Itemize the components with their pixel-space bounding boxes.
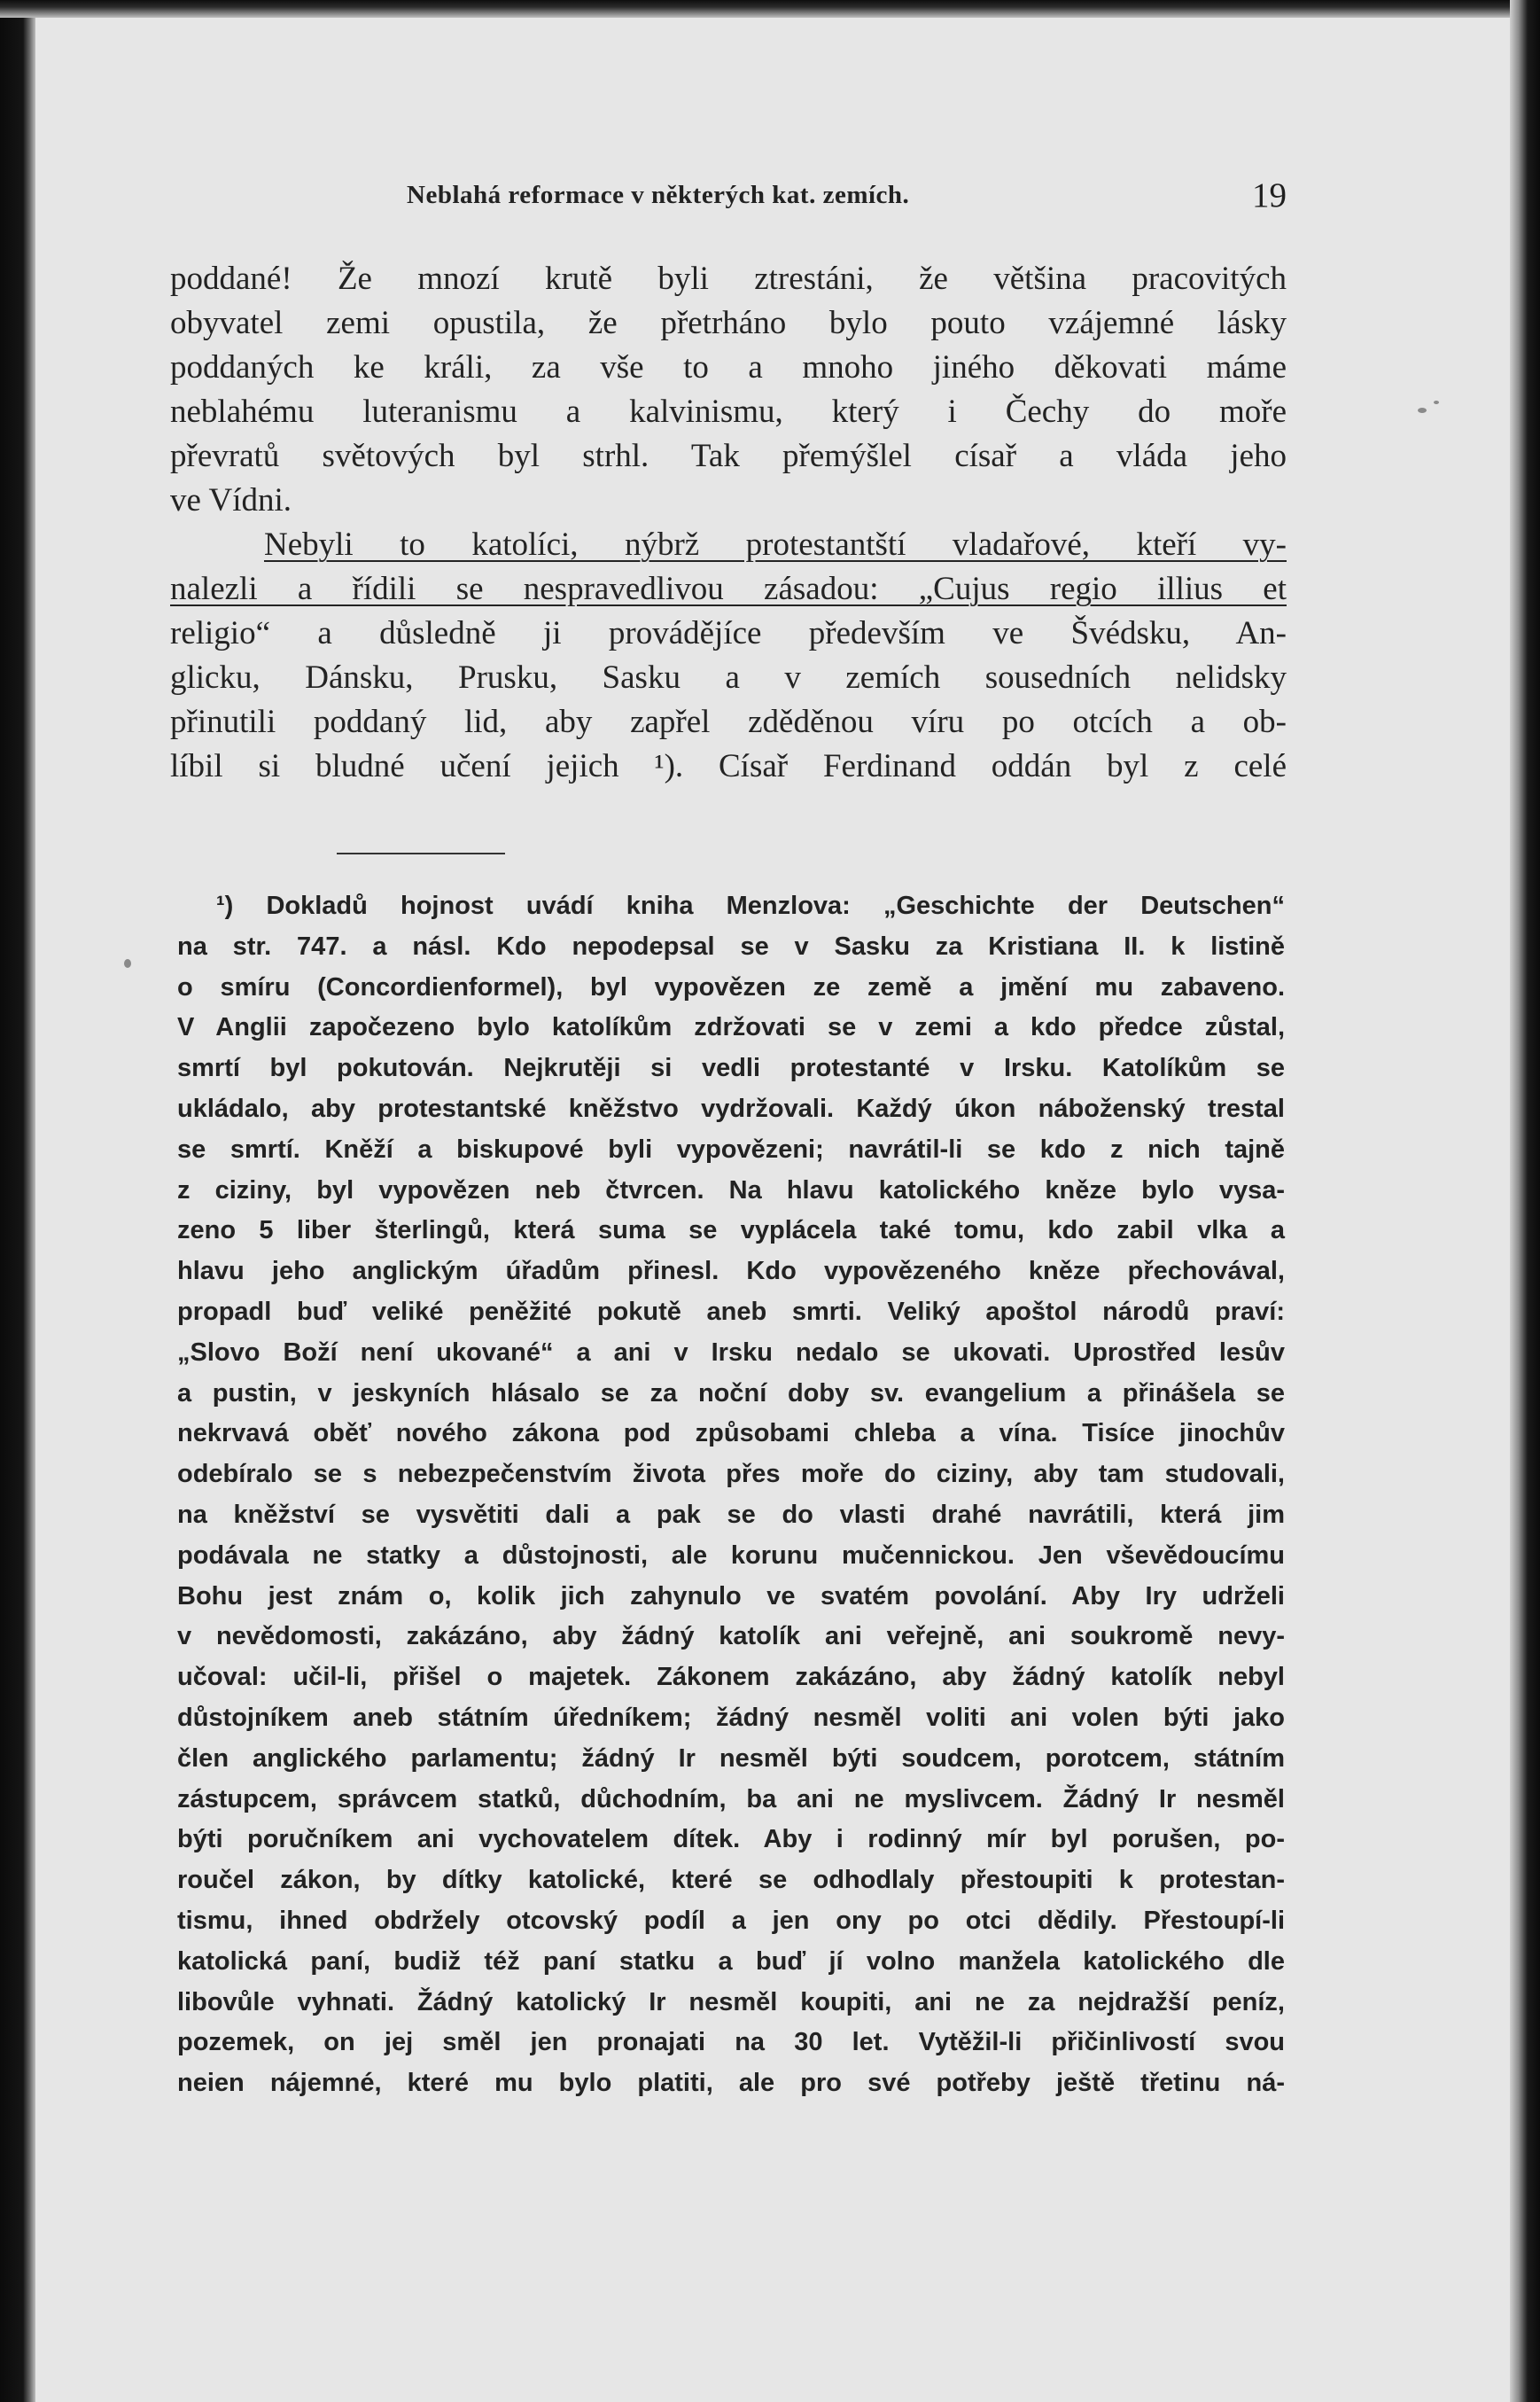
footnote-line: roučel zákon, by dítky katolické, které se odhodlaly přestoupiti k protestan-: [177, 1866, 1285, 1895]
footnote-line: podávala ne statky a důstojnosti, ale korunu mučennickou. Jen vševědoucímu: [177, 1540, 1285, 1570]
text-line: poddané! Že mnozí krutě byli ztrestáni, že většina pracovitých: [170, 261, 1287, 297]
text-line: poddaných ke králi, za vše to a mnoho jiného děkovati máme: [170, 349, 1287, 386]
footnote-line: býti poručníkem ani vychovatelem dítek. Aby i rodinný mír byl porušen, po-: [177, 1825, 1285, 1854]
footnote-line: se smrtí. Kněží a biskupové byli vypovězeni; navrátil-li se kdo z nich tajně: [177, 1135, 1285, 1164]
footnote-line: odebíralo se s nebezpečenstvím života přes moře do ciziny, aby tam studovali,: [177, 1460, 1285, 1489]
footnote-line: ¹) Dokladů hojnost uvádí kniha Menzlova: „Geschichte der Deutschen“: [216, 892, 1285, 920]
footnote-line: libovůle vyhnati. Žádný katolický Ir nesměl koupiti, ani ne za nejdražší peníz,: [177, 1987, 1285, 2016]
footnote-line: o smíru (Concordienformel), byl vypovězen ze země a jmění mu zabaveno.: [177, 972, 1285, 1002]
footnote-line: zástupcem, správcem statků, důchodním, ba ani ne myslivcem. Žádný Ir nesměl: [177, 1784, 1285, 1813]
footnote-line: propadl buď veliké peněžité pokutě aneb smrti. Veliký apoštol národů praví:: [177, 1297, 1285, 1326]
footnote-line: a pustin, v jeskyních hlásalo se za noční doby sv. evangelium a přinášela se: [177, 1378, 1285, 1408]
text-line: glicku, Dánsku, Prusku, Sasku a v zemích sousedních nelidsky: [170, 659, 1287, 696]
paper-speck: [124, 959, 131, 968]
footnote-line: „Slovo Boží není ukované“ a ani v Irsku nedalo se ukovati. Uprostřed lesův: [177, 1337, 1285, 1367]
footnote-line: člen anglického parlamentu; žádný Ir nesměl býti soudcem, porotcem, státním: [177, 1743, 1285, 1773]
underlined-text-line: nalezli a řídili se nespravedlivou zásadou: „Cujus regio illius et: [170, 571, 1287, 607]
footnote-line: na str. 747. a násl. Kdo nepodepsal se v Sasku za Kristiana II. k listině: [177, 932, 1285, 961]
text-line: převratů světových byl strhl. Tak přemýšlel císař a vláda jeho: [170, 438, 1287, 474]
footnote-line: důstojníkem aneb státním úředníkem; žádný nesměl voliti ani volen býti jako: [177, 1703, 1285, 1732]
footnote: [177, 886, 1285, 2104]
scan-border-right: [1510, 0, 1540, 2402]
running-title: Neblahá reformace v některých kat. zemích.: [407, 181, 910, 209]
footnote-line: učoval: učil-li, přišel o majetek. Zákonem zakázáno, aby žádný katolík nebyl: [177, 1663, 1285, 1692]
footnote-line: katolická paní, budiž též paní statku a buď jí volno manžela katolického dle: [177, 1946, 1285, 1976]
footnote-line: V Anglii započezeno bylo katolíkům zdržovati se v zemi a kdo předce zůstal,: [177, 1013, 1285, 1042]
footnote-line: hlavu jeho anglickým úřadům přinesl. Kdo vypovězeného kněze přechovával,: [177, 1257, 1285, 1286]
footnote-line: smrtí byl pokutován. Nejkrutěji si vedli protestanté v Irsku. Katolíkům se: [177, 1054, 1285, 1083]
text-line: přinutili poddaný lid, aby zapřel zděděnou víru po otcích a ob-: [170, 704, 1287, 740]
footnote-line: na kněžství se vysvětiti dali a pak se do vlasti drahé navrátili, která jim: [177, 1500, 1285, 1529]
text-line: líbil si bludné učení jejich ¹). Císař Ferdinand oddán byl z celé: [170, 748, 1287, 784]
footnote-line: tismu, ihned obdržely otcovský podíl a jen ony po otci dědily. Přestoupí-li: [177, 1906, 1285, 1935]
text-line: neblahému luteranismu a kalvinismu, který i Čechy do moře: [170, 394, 1287, 430]
text-line: ve Vídni.: [170, 482, 292, 519]
footnote-line: zeno 5 liber šterlingů, která suma se vyplácela také tomu, kdo zabil vlka a: [177, 1216, 1285, 1245]
underlined-text-line: Nebyli to katolíci, nýbrž protestantští vladařové, kteří vy-: [264, 526, 1287, 563]
footnote-line: z ciziny, byl vypovězen neb čtvrcen. Na hlavu katolického kněze bylo vysa-: [177, 1175, 1285, 1205]
footnote-line: v nevědomosti, zakázáno, aby žádný katolík ani veřejně, ani soukromě nevy-: [177, 1622, 1285, 1651]
page-header: [372, 168, 1287, 222]
footnote-line: neien nájemné, které mu bylo platiti, ale pro své potřeby ještě třetinu ná-: [177, 2069, 1285, 2098]
page-number: 19: [1252, 176, 1287, 214]
scan-border-top: [0, 0, 1540, 18]
scan-border-left: [0, 0, 35, 2402]
footnote-line: Bohu jest znám o, kolik jich zahynulo ve svatém povolání. Aby Iry udrželi: [177, 1581, 1285, 1610]
main-text: [170, 257, 1287, 789]
text-line: obyvatel zemi opustila, že přetrháno bylo pouto vzájemné lásky: [170, 305, 1287, 341]
text-line: religio“ a důsledně ji provádějíce především ve Švédsku, An-: [170, 615, 1287, 651]
footnote-line: pozemek, on jej směl jen pronajati na 30 let. Vytěžil-li přičinlivostí svou: [177, 2028, 1285, 2057]
paper-speck: [1418, 408, 1427, 413]
footnote-line: ukládalo, aby protestantské kněžstvo vydržovali. Každý úkon náboženský trestal: [177, 1094, 1285, 1123]
footnote-line: nekrvavá oběť nového zákona pod způsobami chleba a vína. Tisíce jinochův: [177, 1419, 1285, 1448]
footnote-separator: [337, 853, 505, 854]
paper-speck: [1434, 401, 1439, 404]
